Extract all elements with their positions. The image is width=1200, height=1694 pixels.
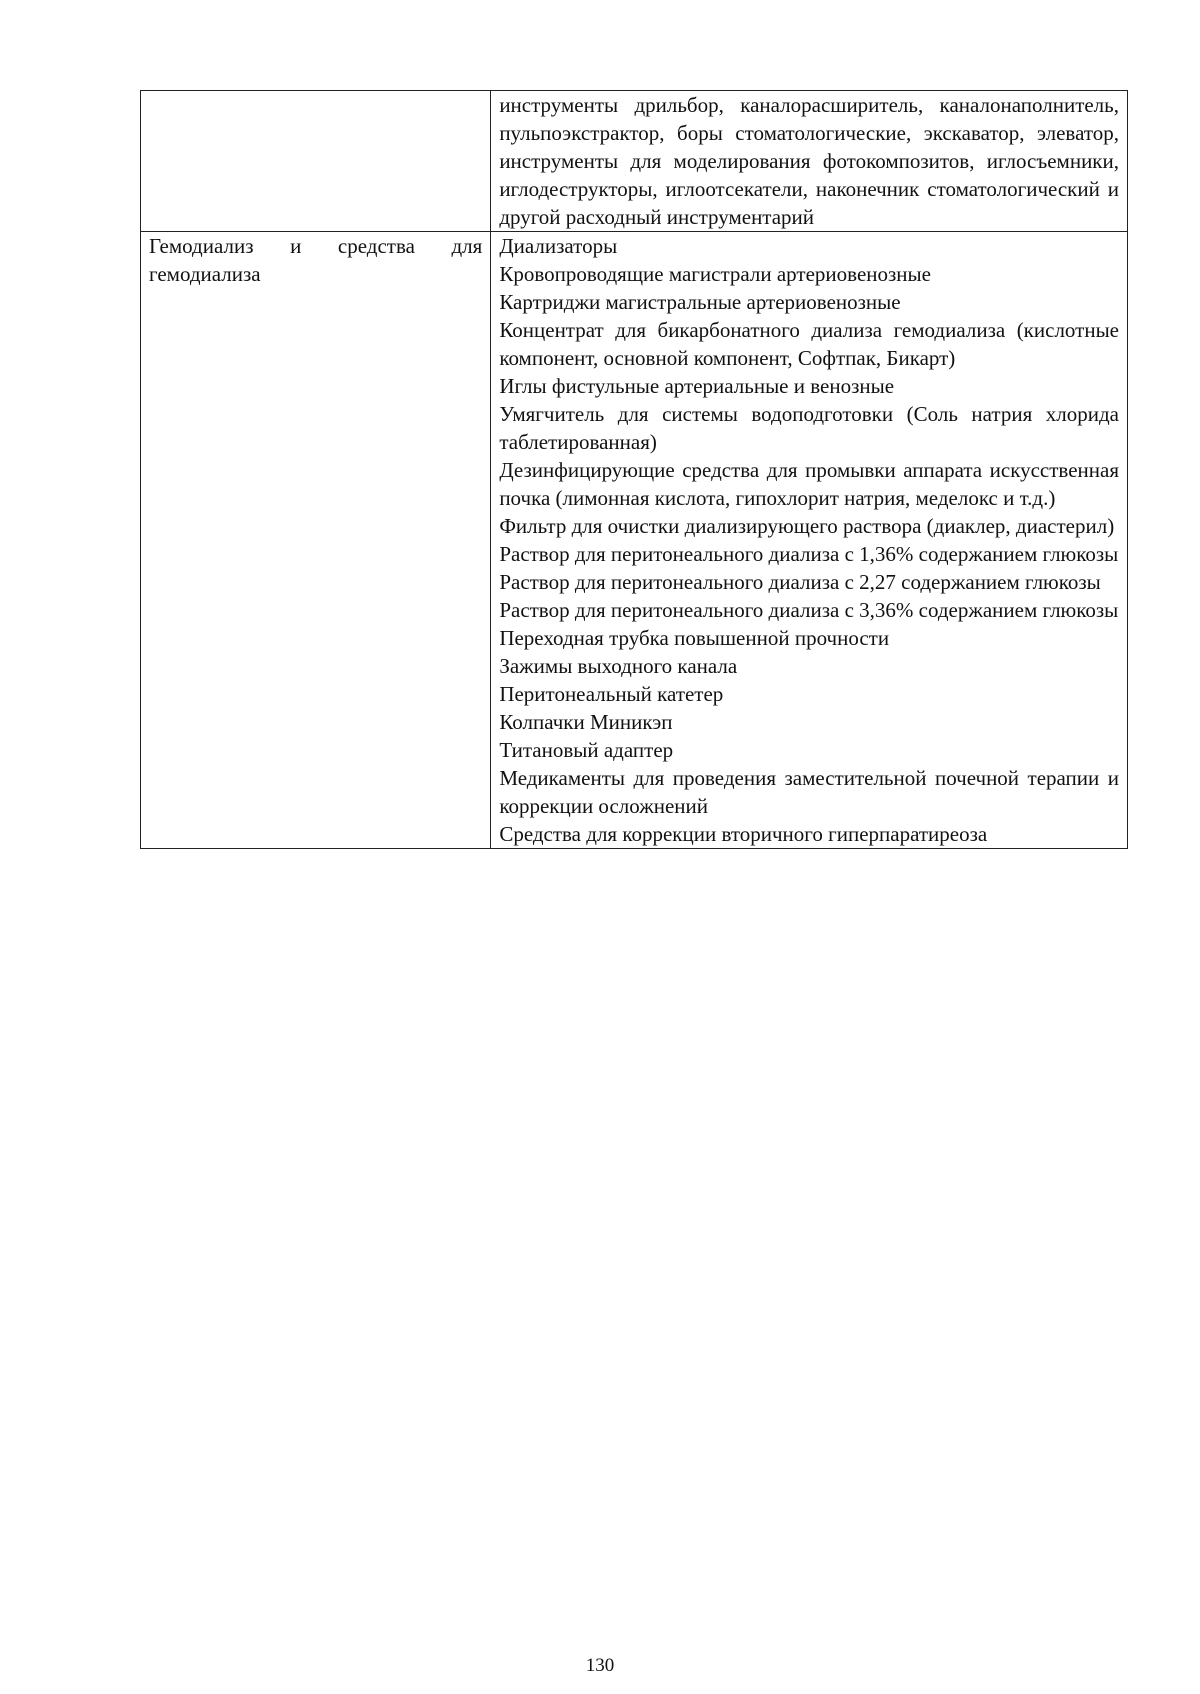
list-item: Раствор для перитонеального диализа с 2,27 содержанием глюкозы (499, 570, 1101, 594)
list-item: Переходная трубка повышенной прочности (499, 626, 890, 650)
list-item: Концентрат для бикарбонатного диализа гемодиализа (кислотные компонент, основной компонент, Софтпак, Бикарт) (499, 318, 1119, 370)
list-item: Раствор для перитонеального диализа с 3,36% содержанием глюкозы (499, 598, 1119, 622)
list-item: Диализаторы (499, 234, 618, 258)
category-cell (141, 232, 491, 849)
list-item: Дезинфицирующие средства для промывки аппарата искусственная почка (лимонная кислота, гипохлорит натрия, меделокс и т.д.) (499, 458, 1119, 510)
list-item: Иглы фистульные артериальные и венозные (499, 374, 895, 398)
list-item: Фильтр для очистки диализирующего раствора (диаклер, диастерил) (499, 514, 1115, 538)
document-table (140, 90, 1128, 849)
list-item: Титановый адаптер (499, 738, 674, 762)
page-number: 130 (585, 1655, 615, 1676)
list-item: инструменты дрильбор, каналорасширитель, каналонаполнитель, пульпоэкстрактор, боры стоматологические, экскаватор, элеватор, инструменты для моделирования фотокомпозитов, иглосъемники, иглодеструкторы, иглоотсекатели, наконечник стоматологический и другой расходный инструментарий (499, 93, 1119, 229)
items-cell (491, 91, 1128, 232)
items-cell (491, 232, 1128, 849)
list-item: Кровопроводящие магистрали артериовенозные (499, 262, 931, 286)
category-text: Гемодиализ и средства для гемодиализа (149, 234, 483, 286)
list-item: Медикаменты для проведения заместительной почечной терапии и коррекции осложнений (499, 766, 1119, 818)
table-row (141, 91, 1128, 232)
category-cell (141, 91, 491, 232)
table-row (141, 232, 1128, 849)
list-item: Колпачки Миникэп (499, 710, 673, 734)
list-item: Раствор для перитонеального диализа с 1,36% содержанием глюкозы (499, 542, 1119, 566)
list-item: Перитонеальный катетер (499, 682, 724, 706)
list-item: Умягчитель для системы водоподготовки (Соль натрия хлорида таблетированная) (499, 402, 1119, 454)
list-item: Средства для коррекции вторичного гиперпаратиреоза (499, 822, 988, 846)
list-item: Зажимы выходного канала (499, 654, 738, 678)
list-item: Картриджи магистральные артериовенозные (499, 290, 901, 314)
